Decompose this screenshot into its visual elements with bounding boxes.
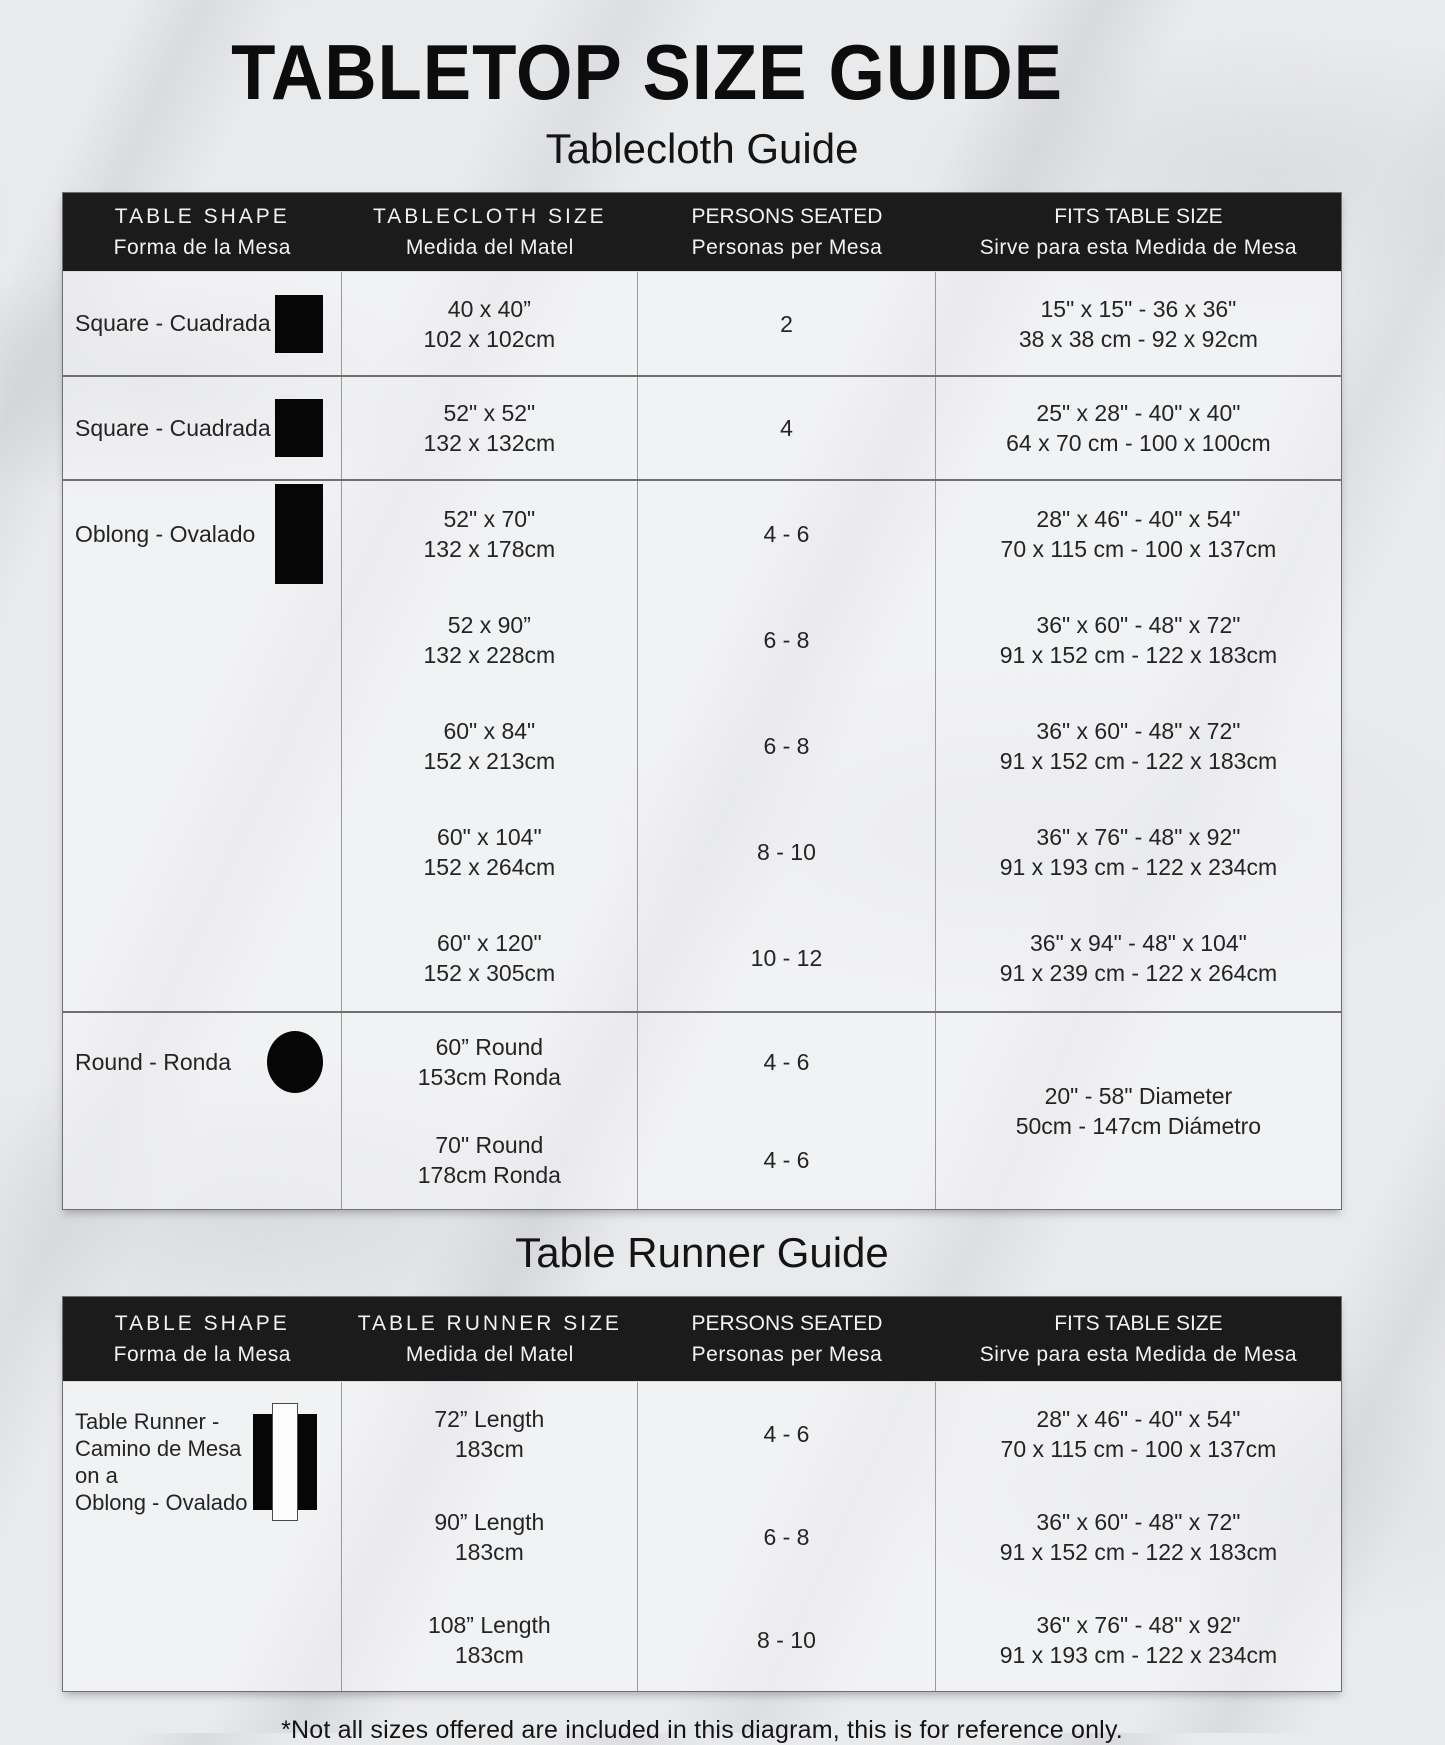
shape-cell-square-2 bbox=[63, 377, 342, 479]
fits-size: 28" x 46" - 40" x 54" bbox=[1036, 506, 1241, 532]
tablecloth-guide-title: Tablecloth Guide bbox=[545, 125, 859, 172]
tablecloth-table-body bbox=[63, 271, 1341, 1209]
persons-seated: 4 - 6 bbox=[763, 521, 810, 547]
oblong-icon bbox=[275, 484, 323, 584]
fits-size-cm: 91 x 152 cm - 122 x 183cm bbox=[999, 642, 1278, 668]
table-runner-table bbox=[62, 1296, 1342, 1692]
fits-size: 36" x 94" - 48" x 104" bbox=[1030, 930, 1247, 956]
tablecloth-table bbox=[62, 192, 1342, 1210]
shape-cell-round bbox=[63, 1013, 342, 1209]
runner-size: 108” Length bbox=[427, 1611, 551, 1638]
header-fits-table-size bbox=[936, 1297, 1341, 1381]
table-runner-table-header bbox=[63, 1297, 1341, 1381]
size-cell bbox=[342, 377, 638, 479]
tablecloth-size-cm: 132 x 178cm bbox=[423, 536, 556, 562]
header-table-runner-size-en: TABLE RUNNER SIZE bbox=[357, 1312, 622, 1335]
tablecloth-size-cm: 152 x 213cm bbox=[423, 748, 556, 774]
shape-label-line4: Oblong - Ovalado bbox=[75, 1490, 248, 1515]
header-persons-seated-en: PERSONS SEATED bbox=[691, 205, 883, 228]
persons-seated: 4 - 6 bbox=[763, 1049, 810, 1075]
fits-cell bbox=[936, 1382, 1341, 1691]
runner-size: 72” Length bbox=[434, 1405, 545, 1432]
size-cell bbox=[342, 1382, 638, 1691]
fits-size: 25" x 28" - 40" x 40" bbox=[1036, 400, 1241, 426]
runner-size: 90” Length bbox=[434, 1508, 545, 1535]
shape-label-line3: on a bbox=[75, 1463, 118, 1488]
persons-cell bbox=[638, 272, 936, 375]
tablecloth-size: 52" x 52" bbox=[443, 400, 536, 426]
page bbox=[62, 0, 1342, 1745]
persons-seated: 10 - 12 bbox=[750, 945, 823, 971]
tablecloth-size: 60" x 120" bbox=[437, 930, 542, 956]
table-runner-icon bbox=[253, 1414, 317, 1510]
shape-label-line1: Table Runner - bbox=[75, 1409, 220, 1434]
persons-seated: 4 - 6 bbox=[763, 1147, 810, 1173]
header-persons-seated-es: Personas per Mesa bbox=[691, 1343, 883, 1366]
fits-size: 36" x 60" - 48" x 72" bbox=[1036, 1508, 1241, 1535]
runner-size-cm: 183cm bbox=[454, 1538, 524, 1565]
size-cell bbox=[342, 1013, 638, 1209]
persons-cell bbox=[638, 1382, 936, 1691]
fits-size-cm: 64 x 70 cm - 100 x 100cm bbox=[1006, 430, 1271, 456]
size-cell bbox=[342, 272, 638, 375]
fits-size: 36" x 60" - 48" x 72" bbox=[1036, 612, 1241, 638]
fits-size: 36" x 76" - 48" x 92" bbox=[1036, 1611, 1241, 1638]
fits-size-cm: 91 x 193 cm - 122 x 234cm bbox=[999, 854, 1278, 880]
header-table-runner-size bbox=[342, 1297, 638, 1381]
fits-size-cm: 38 x 38 cm - 92 x 92cm bbox=[1018, 325, 1258, 352]
persons-seated: 8 - 10 bbox=[757, 1626, 816, 1653]
tablecloth-size: 40 x 40” bbox=[447, 295, 531, 322]
fits-size-cm: 70 x 115 cm - 100 x 137cm bbox=[1000, 1435, 1277, 1462]
persons-cell bbox=[638, 1013, 936, 1209]
fits-size: 15" x 15" - 36 x 36" bbox=[1040, 295, 1237, 322]
header-fits-table-size bbox=[936, 193, 1341, 271]
shape-label bbox=[75, 1408, 247, 1516]
fits-size-cm: 50cm - 147cm Diámetro bbox=[1015, 1113, 1262, 1139]
table-row bbox=[63, 375, 1341, 479]
header-tablecloth-size-en: TABLECLOTH SIZE bbox=[373, 205, 607, 228]
shape-cell-square-1 bbox=[63, 272, 342, 375]
persons-cell bbox=[638, 481, 936, 1011]
header-fits-table-size-es: Sirve para esta Medida de Mesa bbox=[979, 1343, 1298, 1366]
header-persons-seated bbox=[638, 1297, 936, 1381]
persons-seated: 6 - 8 bbox=[763, 733, 810, 759]
tablecloth-size-cm: 132 x 228cm bbox=[423, 642, 556, 668]
fits-cell bbox=[936, 377, 1341, 479]
header-table-shape-en: TABLE SHAPE bbox=[114, 205, 290, 228]
tablecloth-size-cm: 132 x 132cm bbox=[423, 430, 556, 456]
header-table-shape-en: TABLE SHAPE bbox=[114, 1312, 290, 1335]
square-icon bbox=[275, 399, 323, 457]
tablecloth-size: 60" x 84" bbox=[443, 718, 536, 744]
persons-seated: 6 - 8 bbox=[763, 1523, 810, 1550]
runner-size-cm: 183cm bbox=[454, 1435, 524, 1462]
tablecloth-size: 52" x 70" bbox=[443, 506, 536, 532]
tablecloth-size: 60" x 104" bbox=[437, 824, 542, 850]
header-fits-table-size-en: FITS TABLE SIZE bbox=[1054, 1312, 1223, 1335]
header-persons-seated-en: PERSONS SEATED bbox=[691, 1312, 883, 1335]
tablecloth-size-cm: 153cm Ronda bbox=[417, 1064, 561, 1090]
fits-cell-merged bbox=[936, 1013, 1341, 1209]
shape-label: Square - Cuadrada bbox=[75, 310, 271, 336]
persons-cell bbox=[638, 377, 936, 479]
shape-cell-table-runner bbox=[63, 1382, 342, 1691]
header-table-runner-size-es: Medida del Matel bbox=[405, 1343, 574, 1366]
header-tablecloth-size-es: Medida del Matel bbox=[405, 236, 574, 259]
fits-size-cm: 91 x 193 cm - 122 x 234cm bbox=[999, 1641, 1278, 1668]
fits-cell bbox=[936, 272, 1341, 375]
header-table-shape-es: Forma de la Mesa bbox=[113, 236, 291, 259]
table-row bbox=[63, 272, 1341, 375]
header-table-shape bbox=[63, 193, 342, 271]
tablecloth-size-cm: 102 x 102cm bbox=[423, 325, 556, 352]
tablecloth-size: 60” Round bbox=[435, 1034, 544, 1060]
runner-size-cm: 183cm bbox=[454, 1641, 524, 1668]
runner-stripe bbox=[272, 1403, 298, 1521]
fits-size: 28" x 46" - 40" x 54" bbox=[1036, 1405, 1241, 1432]
tablecloth-size-cm: 152 x 305cm bbox=[423, 960, 556, 986]
header-table-shape bbox=[63, 1297, 342, 1381]
tablecloth-size-cm: 152 x 264cm bbox=[423, 854, 556, 880]
tablecloth-size: 70" Round bbox=[435, 1132, 544, 1158]
header-fits-table-size-es: Sirve para esta Medida de Mesa bbox=[979, 236, 1298, 259]
fits-size-cm: 70 x 115 cm - 100 x 137cm bbox=[1000, 536, 1277, 562]
shape-label: Round - Ronda bbox=[75, 1048, 231, 1075]
table-row bbox=[63, 479, 1341, 1011]
fits-size: 36" x 76" - 48" x 92" bbox=[1036, 824, 1241, 850]
table-row bbox=[63, 1382, 1341, 1691]
header-tablecloth-size bbox=[342, 193, 638, 271]
header-persons-seated-es: Personas per Mesa bbox=[691, 236, 883, 259]
table-runner-guide-title: Table Runner Guide bbox=[515, 1229, 889, 1276]
page-title: TABLETOP SIZE GUIDE bbox=[231, 28, 1063, 116]
persons-seated: 4 - 6 bbox=[763, 1420, 810, 1447]
fits-cell bbox=[936, 481, 1341, 1011]
persons-seated: 2 bbox=[780, 310, 793, 337]
shape-label: Oblong - Ovalado bbox=[75, 520, 256, 547]
tablecloth-size-cm: 178cm Ronda bbox=[417, 1162, 561, 1188]
table-runner-table-body bbox=[63, 1381, 1341, 1691]
shape-label: Square - Cuadrada bbox=[75, 414, 271, 441]
shape-label-line2: Camino de Mesa bbox=[75, 1436, 242, 1461]
tablecloth-table-header bbox=[63, 193, 1341, 271]
fits-size: 20" - 58" Diameter bbox=[1044, 1083, 1233, 1109]
circle-icon bbox=[267, 1031, 323, 1093]
fits-size: 36" x 60" - 48" x 72" bbox=[1036, 718, 1241, 744]
fits-size-cm: 91 x 152 cm - 122 x 183cm bbox=[999, 1538, 1278, 1565]
fits-size-cm: 91 x 239 cm - 122 x 264cm bbox=[999, 960, 1278, 986]
persons-seated: 4 bbox=[780, 415, 793, 441]
header-persons-seated bbox=[638, 193, 936, 271]
fits-size-cm: 91 x 152 cm - 122 x 183cm bbox=[999, 748, 1278, 774]
header-fits-table-size-en: FITS TABLE SIZE bbox=[1054, 205, 1223, 228]
persons-seated: 6 - 8 bbox=[763, 627, 810, 653]
tablecloth-size: 52 x 90” bbox=[447, 612, 531, 638]
shape-cell-oblong bbox=[63, 481, 342, 1011]
table-row bbox=[63, 1011, 1341, 1209]
footnote: *Not all sizes offered are included in this diagram, this is for reference only. bbox=[281, 1716, 1123, 1744]
header-table-shape-es: Forma de la Mesa bbox=[113, 1343, 291, 1366]
square-icon bbox=[275, 295, 323, 353]
size-cell bbox=[342, 481, 638, 1011]
persons-seated: 8 - 10 bbox=[757, 839, 816, 865]
